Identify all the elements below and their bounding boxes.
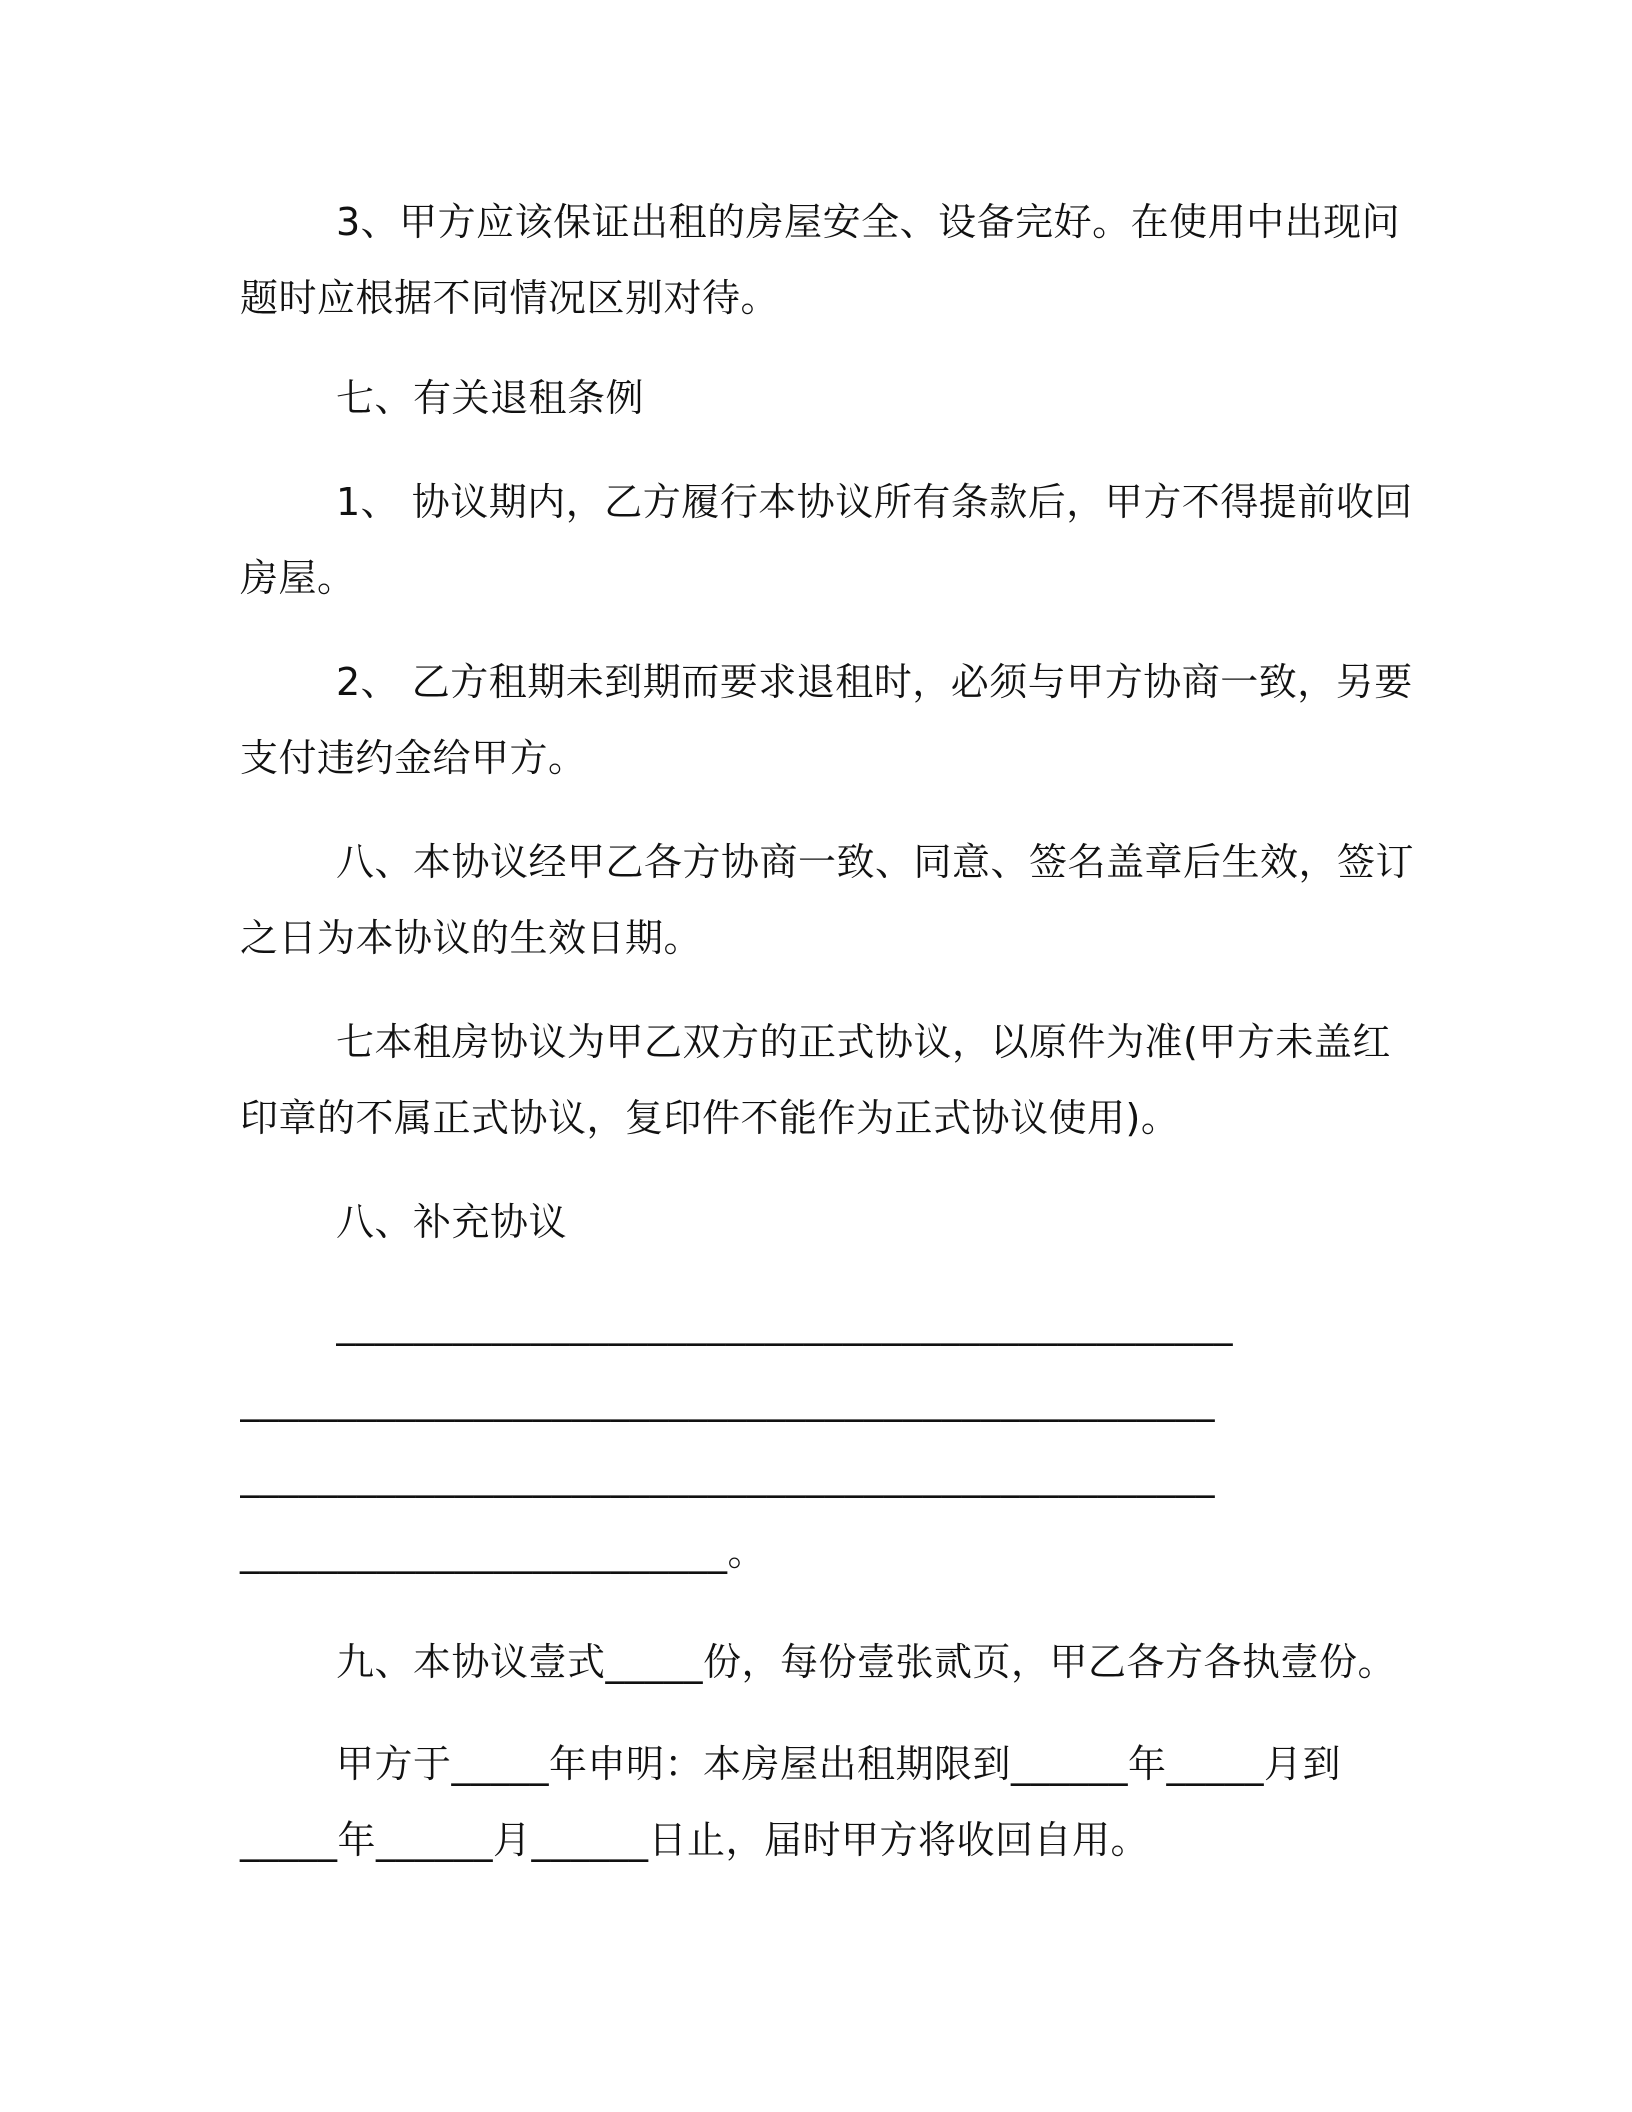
section-8-line-2: 之日为本协议的生效日期。 bbox=[240, 916, 703, 960]
clause-7-1-line-1: 1、 协议期内，乙方履行本协议所有条款后，甲方不得提前收回 bbox=[336, 480, 1413, 524]
supplement-blank-line-1: ______________________________________________ bbox=[336, 1302, 1233, 1346]
section-8-line-1: 八、本协议经甲乙各方协商一致、同意、签名盖章后生效，签订 bbox=[336, 840, 1415, 884]
clause-7-1-line-2: 房屋。 bbox=[240, 556, 356, 600]
clause-7-2-line-1: 2、 乙方租期未到期而要求退租时，必须与甲方协商一致，另要 bbox=[336, 660, 1413, 704]
lease-term-line-2: _____年______月______日止，届时甲方将收回自用。 bbox=[240, 1818, 1150, 1862]
clause-7-2-line-2: 支付违约金给甲方。 bbox=[240, 736, 587, 780]
section-9-line: 九、本协议壹式_____份，每份壹张贰页，甲乙各方各执壹份。 bbox=[336, 1640, 1397, 1684]
validity-note-line-1: 七本租房协议为甲乙双方的正式协议，以原件为准(甲方未盖红 bbox=[336, 1020, 1391, 1064]
supplement-blank-line-3: __________________________________________________ bbox=[240, 1454, 1215, 1498]
lease-term-line-1: 甲方于_____年申明：本房屋出租期限到______年_____月到 bbox=[336, 1742, 1342, 1786]
clause-6-3-line-2: 题时应根据不同情况区别对待。 bbox=[240, 276, 780, 320]
clause-6-3-line-1: 3、甲方应该保证出租的房屋安全、设备完好。在使用中出现问 bbox=[336, 200, 1401, 244]
validity-note-line-2: 印章的不属正式协议，复印件不能作为正式协议使用)。 bbox=[240, 1096, 1180, 1140]
supplement-blank-line-2: __________________________________________________ bbox=[240, 1378, 1215, 1422]
section-heading-7: 七、有关退租条例 bbox=[336, 376, 645, 420]
supplement-blank-line-4: _________________________。 bbox=[240, 1530, 767, 1574]
supplement-heading: 八、补充协议 bbox=[336, 1200, 568, 1244]
